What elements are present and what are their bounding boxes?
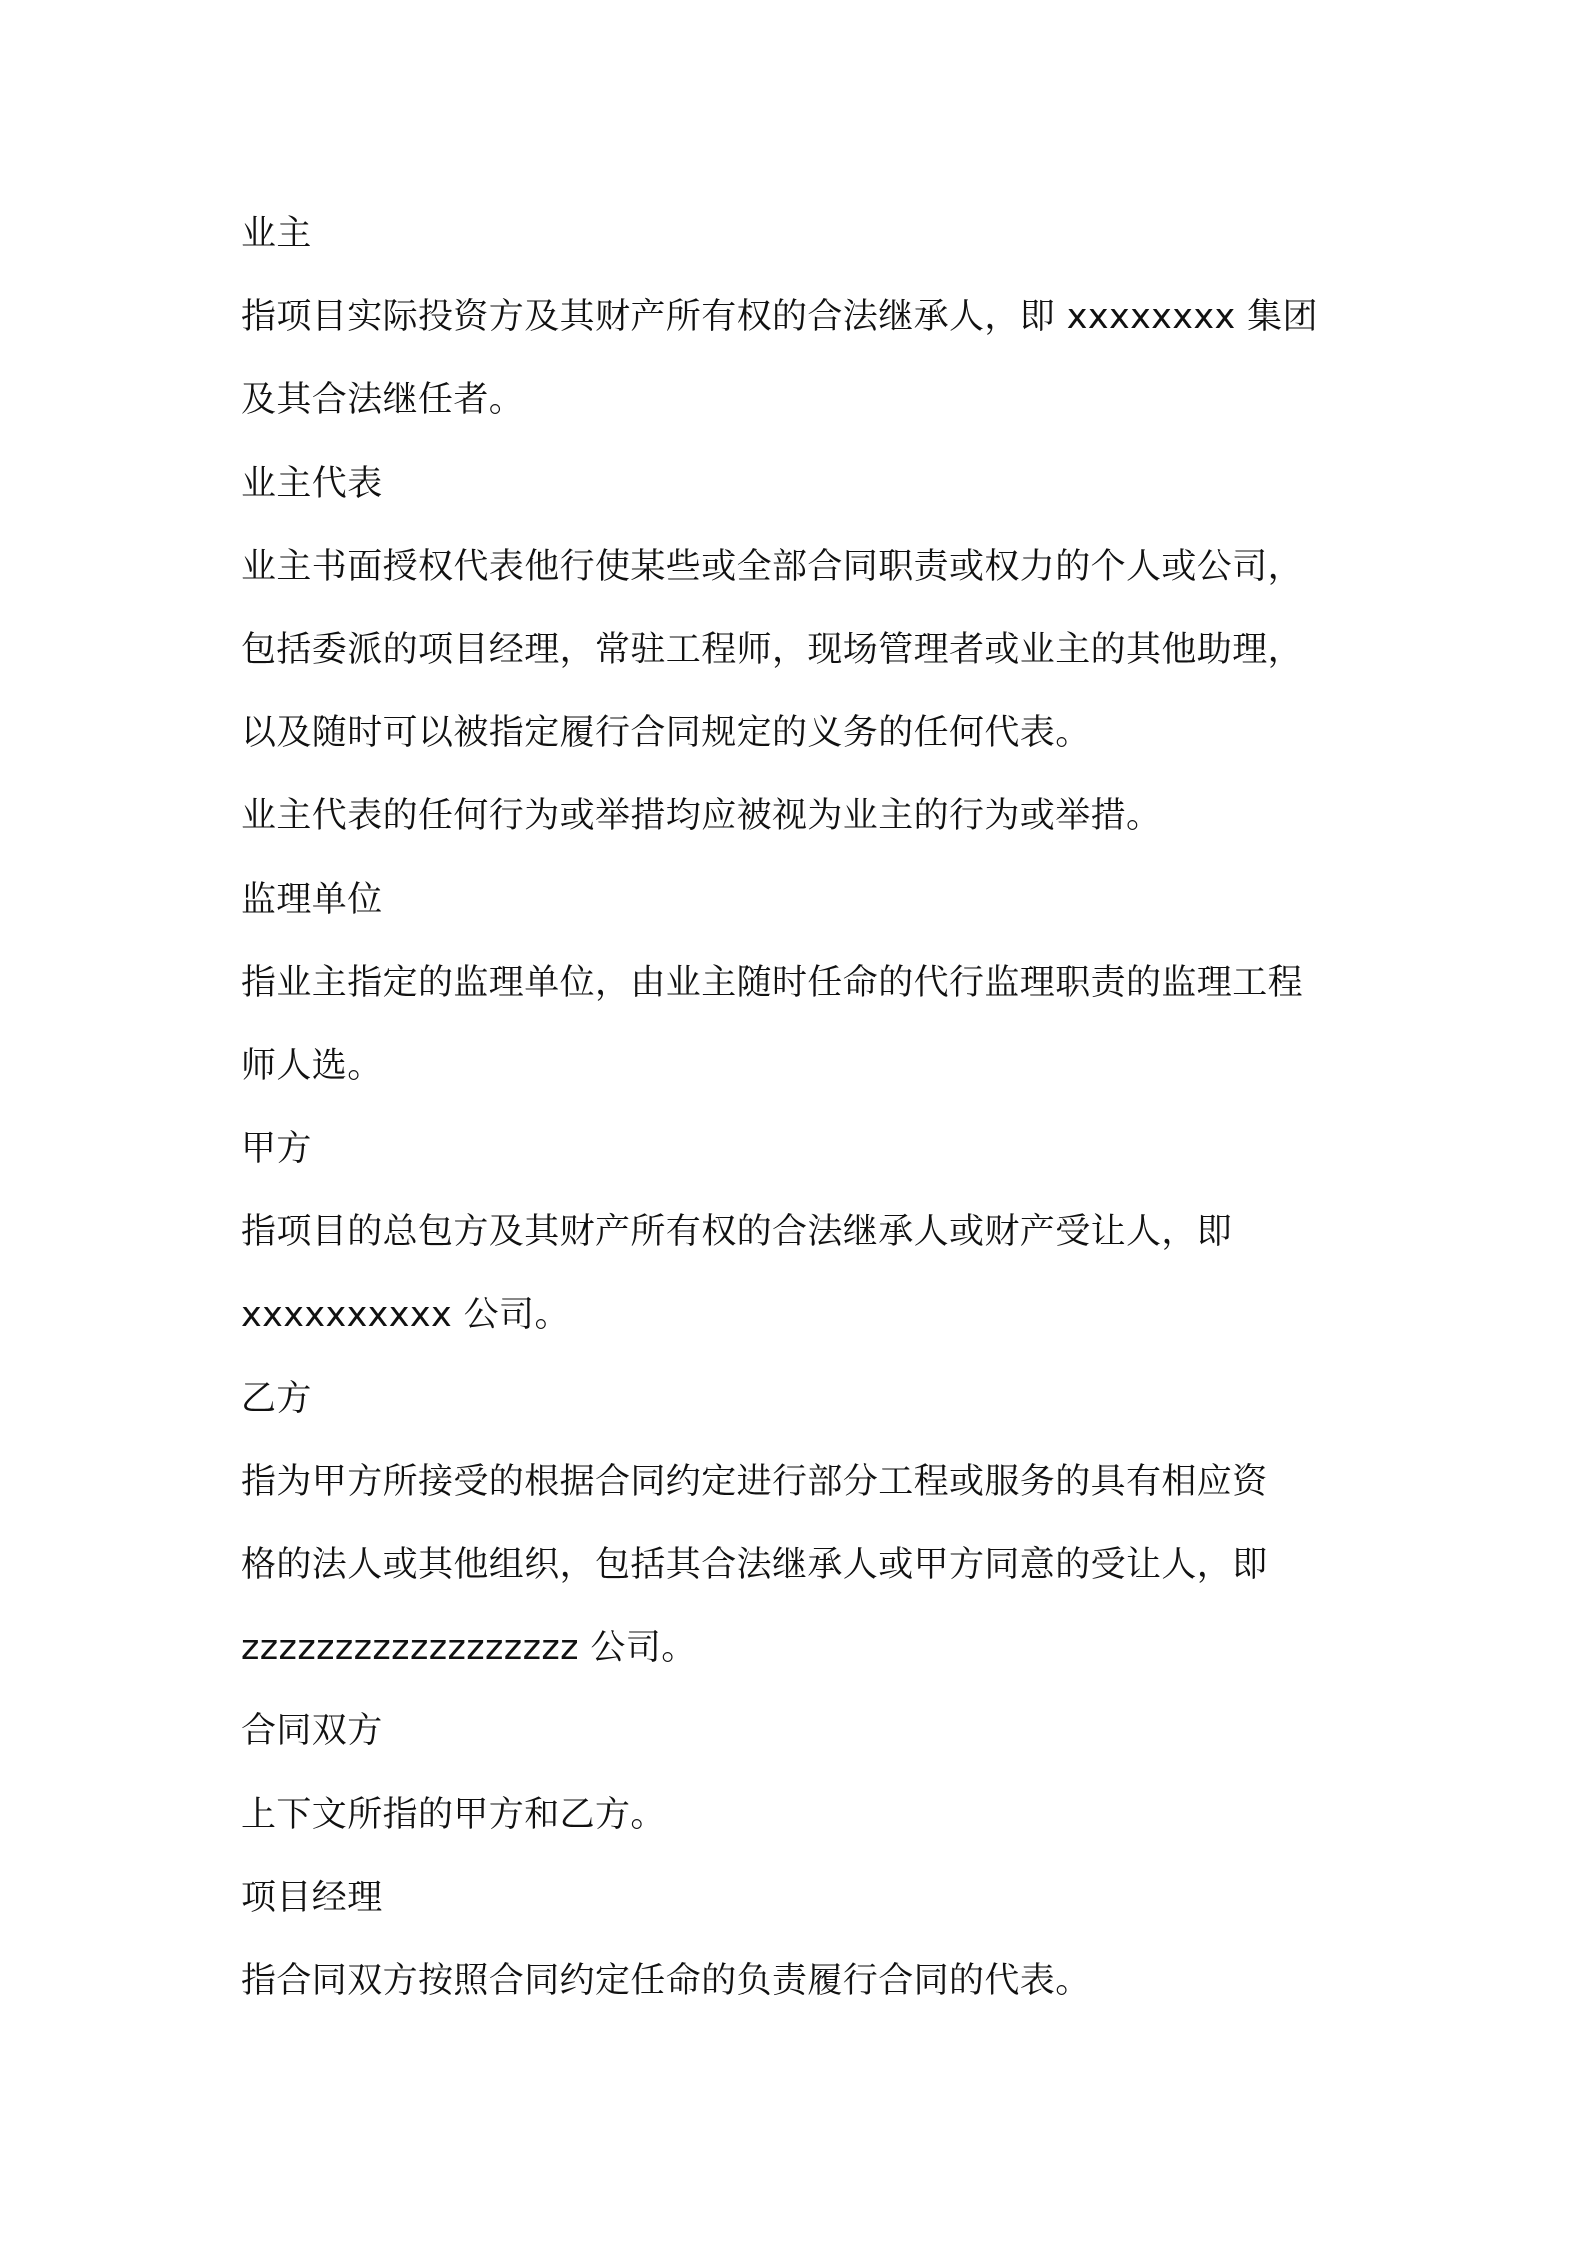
term-heading-party-a: 甲方 xyxy=(241,1129,312,1170)
term-heading-project-manager: 项目经理 xyxy=(241,1877,383,1918)
term-heading-party-b: 乙方 xyxy=(241,1378,312,1419)
term-heading-contract-parties: 合同双方 xyxy=(241,1711,383,1752)
definition-line: 上下文所指的甲方和乙方。 xyxy=(241,1794,666,1835)
definition-line: 师人选。 xyxy=(241,1045,383,1086)
definition-line: 业主书面授权代表他行使某些或全部合同职责或权力的个人或公司， xyxy=(241,546,1304,587)
definition-line: 指项目的总包方及其财产所有权的合法继承人或财产受让人，即 xyxy=(241,1212,1233,1253)
definition-line: 包括委派的项目经理，常驻工程师，现场管理者或业主的其他助理， xyxy=(241,629,1304,670)
term-heading-supervision-unit: 监理单位 xyxy=(241,879,383,920)
definitions-text xyxy=(241,193,1361,2023)
definition-line: zzzzzzzzzzzzzzzzzz 公司。 xyxy=(241,1628,697,1669)
definition-line: 业主代表的任何行为或举措均应被视为业主的行为或举措。 xyxy=(241,796,1162,837)
definition-line: 指项目实际投资方及其财产所有权的合法继承人，即 xxxxxxxx 集团 xyxy=(241,297,1318,338)
term-heading-owner-representative: 业主代表 xyxy=(241,463,383,504)
definition-line: 指为甲方所接受的根据合同约定进行部分工程或服务的具有相应资 xyxy=(241,1461,1268,1502)
term-heading-owner: 业主 xyxy=(241,214,312,254)
definition-line: 格的法人或其他组织，包括其合法继承人或甲方同意的受让人，即 xyxy=(241,1545,1268,1585)
definition-line: xxxxxxxxxx 公司。 xyxy=(241,1295,570,1336)
definition-line: 指业主指定的监理单位，由业主随时任命的代行监理职责的监理工程 xyxy=(241,962,1304,1003)
definition-line: 指合同双方按照合同约定任命的负责履行合同的代表。 xyxy=(241,1960,1091,2001)
definition-line: 及其合法继任者。 xyxy=(241,380,525,421)
definition-line: 以及随时可以被指定履行合同规定的义务的任何代表。 xyxy=(241,713,1091,754)
